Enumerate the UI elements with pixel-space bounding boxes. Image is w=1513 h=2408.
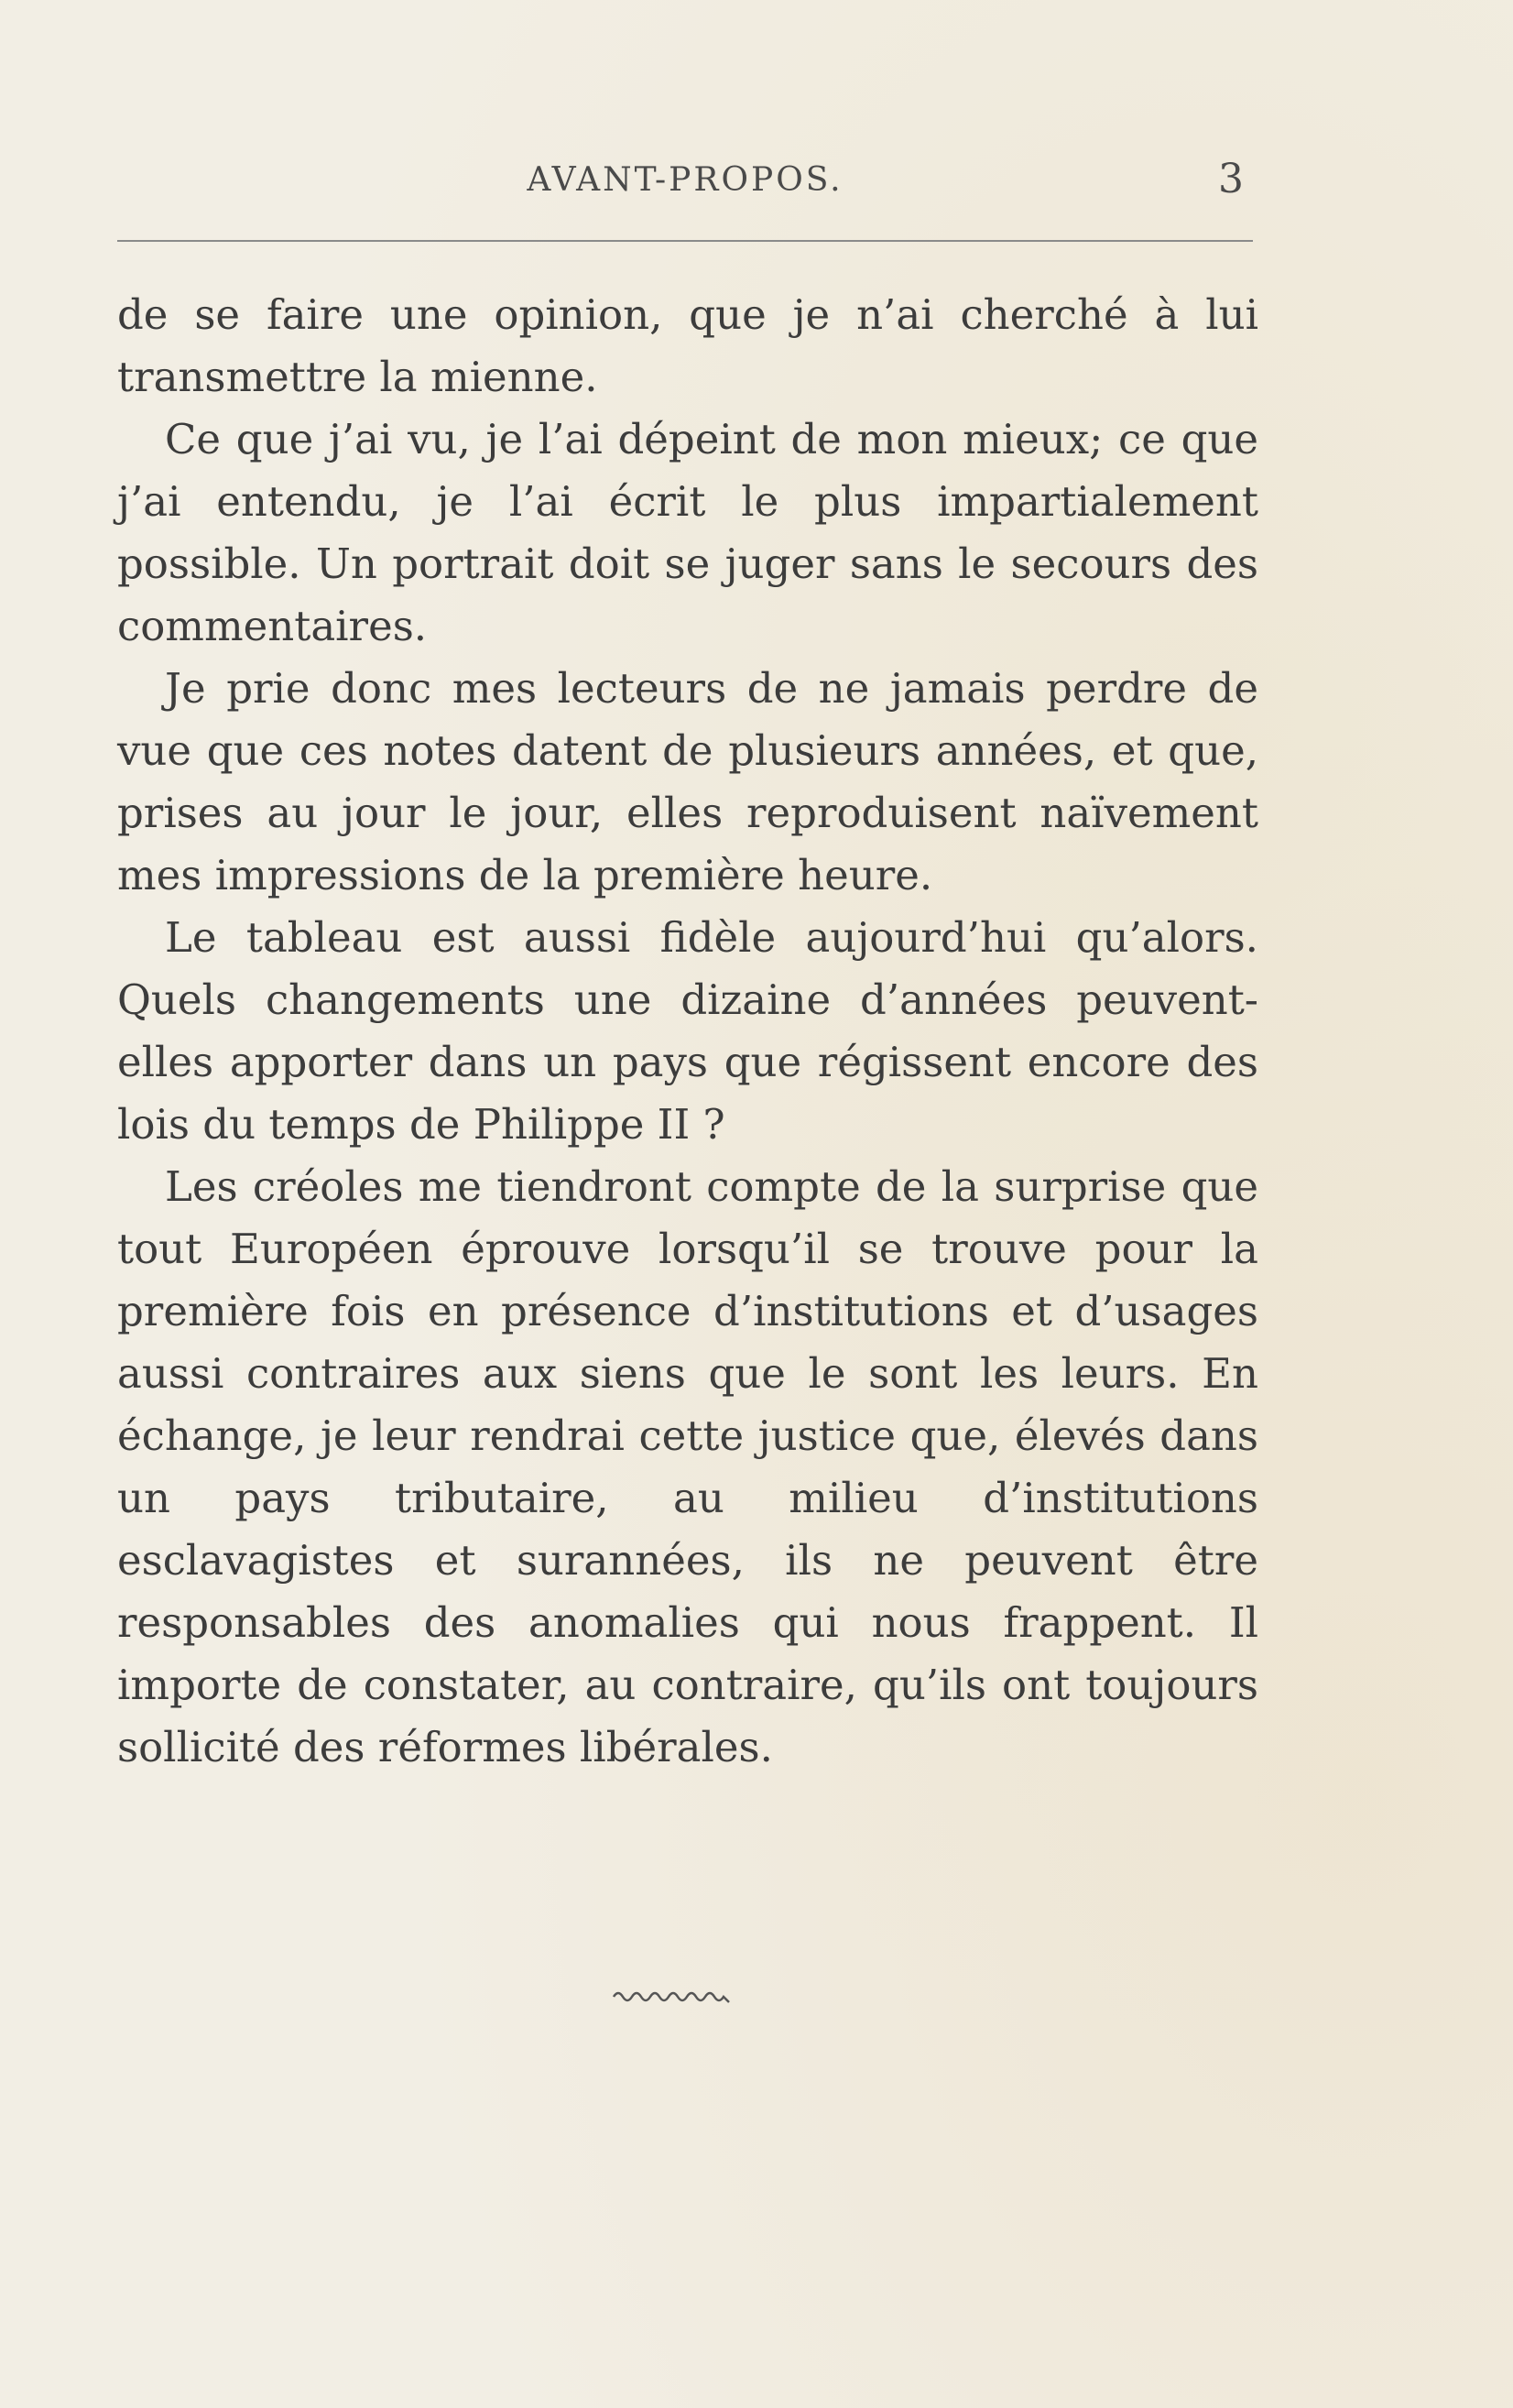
end-ornament — [612, 1986, 758, 2008]
body-text — [117, 284, 1258, 1779]
paragraph-1: de se faire une opinion, que je n’ai cherché à lui transmettre la mienne. — [117, 290, 1258, 401]
paragraph-2: Ce que j’ai vu, je l’ai dépeint de mon mieux; ce que j’ai entendu, je l’ai écrit le plus impartialement possible. Un portrait doit se juger sans le secours des commentaires. — [117, 415, 1258, 650]
header-title: AVANT-PROPOS. — [527, 161, 844, 199]
running-head — [117, 156, 1253, 216]
header-rule — [117, 240, 1253, 242]
paragraph-3: Je prie donc mes lecteurs de ne jamais perdre de vue que ces notes datent de plusieurs années, et que, prises au jour le jour, elles reproduisent naïvement mes impressions de la première heure. — [117, 664, 1258, 899]
paragraph-5: Les créoles me tiendront compte de la surprise que tout Européen éprouve lorsqu’il se trouve pour la première fois en présence d’institutions et d’usages aussi contraires aux siens que le sont les leurs. En échange, je leur rendrai cette justice que, élevés dans un pays tributaire, au milieu d’institutions esclavagistes et surannées, ils ne peuvent être responsables des anomalies qui nous frappent. Il importe de constater, au contraire, qu’ils ont toujours sollicité des réformes libérales. — [117, 1162, 1258, 1771]
page-number: 3 — [1218, 156, 1244, 202]
paragraph-4: Le tableau est aussi fidèle aujourd’hui qu’alors. Quels changements une dizaine d’années peuvent-elles apporter dans un pays que régissent encore des lois du temps de Philippe II ? — [117, 913, 1258, 1149]
